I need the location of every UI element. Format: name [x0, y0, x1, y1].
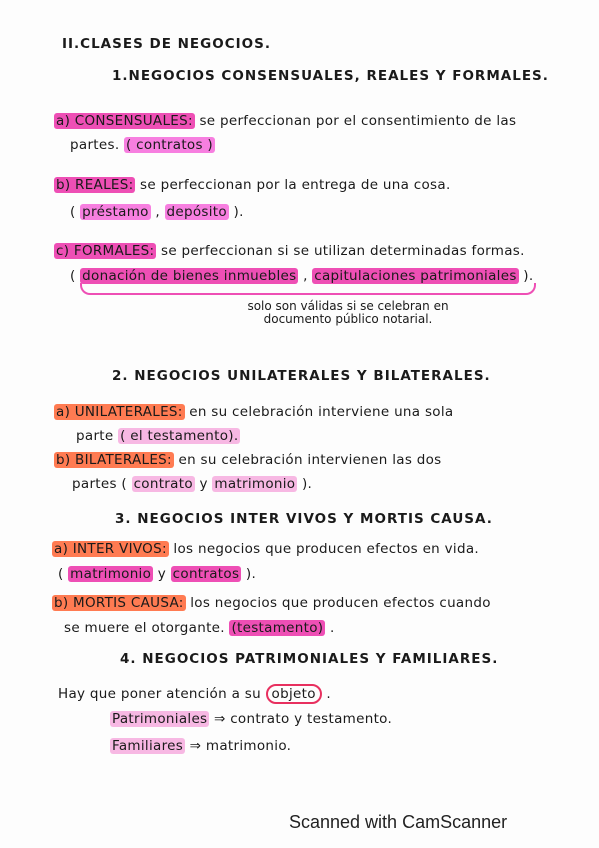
capitulaciones-example: capitulaciones patrimoniales — [314, 268, 517, 284]
deposito-example: depósito — [166, 204, 227, 220]
section-4-heading: 4. NEGOCIOS PATRIMONIALES Y FAMILIARES. — [120, 651, 499, 667]
prestamo-example: préstamo — [82, 204, 149, 220]
reales-line — [54, 177, 451, 193]
objeto-intro: Hay que poner atención a su — [58, 686, 261, 702]
reales-examples — [70, 204, 244, 220]
inter-vivos-line — [52, 541, 479, 557]
familiares-line — [110, 738, 291, 754]
paren-close: ). — [233, 204, 244, 220]
inter-vivos-text: los negocios que producen efectos en vida. — [173, 541, 480, 557]
separator: , — [155, 204, 160, 220]
testamento-example: (testamento) — [231, 620, 324, 636]
bilaterales-text: en su celebración intervienen las dos — [178, 452, 442, 468]
mortis-causa-line — [52, 595, 491, 611]
bilaterales-text-2: partes ( — [72, 476, 127, 492]
consensuales-text: se perfeccionan por el consentimiento de las — [199, 113, 517, 129]
separator: , — [303, 268, 308, 284]
unilaterales-text-2: parte — [76, 428, 114, 444]
paren-close: ). — [301, 476, 313, 492]
mortis-causa-text: los negocios que producen efectos cuando — [190, 595, 491, 611]
period: . — [326, 686, 331, 702]
formales-line — [54, 243, 525, 259]
reales-label: b) REALES: — [56, 177, 134, 193]
donacion-example: donación de bienes inmuebles — [82, 268, 297, 284]
separator: y — [199, 476, 208, 492]
patrimoniales-text: contrato y testamento. — [230, 711, 393, 727]
familiares-text: matrimonio. — [205, 738, 292, 754]
formales-text: se perfeccionan si se utilizan determinadas formas. — [161, 243, 525, 259]
period: . — [329, 620, 335, 636]
unilaterales-text: en su celebración interviene una sola — [189, 404, 454, 420]
consensuales-label: a) CONSENSUALES: — [56, 113, 193, 129]
testamento-example: ( el testamento). — [120, 428, 239, 444]
patrimoniales-label: Patrimoniales — [112, 711, 208, 727]
paren-open: ( — [70, 204, 76, 220]
separator: y — [157, 566, 167, 582]
familiares-label: Familiares — [112, 738, 184, 754]
matrimonio-example: matrimonio — [214, 476, 296, 492]
paren-open: ( — [70, 268, 76, 284]
paren-close: ). — [245, 566, 257, 582]
arrow-icon: ⇒ — [213, 711, 226, 727]
consensuales-text-2: partes. — [70, 137, 120, 153]
section-1-heading: 1.NEGOCIOS CONSENSUALES, REALES Y FORMALES. — [112, 68, 549, 84]
consensuales-line-2 — [70, 137, 215, 153]
unilaterales-line-2 — [76, 428, 240, 444]
patrimoniales-line — [110, 711, 392, 727]
section-2-heading: 2. NEGOCIOS UNILATERALES Y BILATERALES. — [112, 368, 491, 384]
underline-brace — [80, 283, 536, 295]
paren-open: ( — [58, 566, 64, 582]
matrimonio-example: matrimonio — [70, 566, 152, 582]
formales-label: c) FORMALES: — [56, 243, 155, 259]
bilaterales-examples — [72, 476, 312, 492]
section-3-heading: 3. NEGOCIOS INTER VIVOS Y MORTIS CAUSA. — [115, 511, 493, 527]
bilaterales-line — [54, 452, 442, 468]
consensuales-example: ( contratos ) — [126, 137, 213, 153]
unilaterales-line — [54, 404, 453, 420]
objeto-line — [58, 686, 331, 702]
formales-examples — [70, 268, 533, 284]
mortis-causa-line-2 — [64, 620, 335, 636]
mortis-causa-label: b) MORTIS CAUSA: — [54, 595, 184, 611]
arrow-icon: ⇒ — [189, 738, 202, 754]
mortis-causa-text-2: se muere el otorgante. — [64, 620, 225, 636]
contratos-example: contratos — [172, 566, 240, 582]
contrato-example: contrato — [133, 476, 193, 492]
consensuales-line — [54, 113, 516, 129]
bilaterales-label: b) BILATERALES: — [56, 452, 172, 468]
unilaterales-label: a) UNILATERALES: — [56, 404, 183, 420]
inter-vivos-label: a) INTER VIVOS: — [54, 541, 167, 557]
camscanner-watermark: Scanned with CamScanner — [289, 812, 508, 832]
objeto-circled-word: objeto — [266, 684, 322, 704]
paren-close: ). — [523, 268, 534, 284]
document-title: II.CLASES DE NEGOCIOS. — [62, 36, 271, 52]
inter-vivos-examples — [58, 566, 256, 582]
formales-note: solo son válidas si se celebran en documento público notarial. — [247, 299, 449, 326]
reales-text: se perfeccionan por la entrega de una cosa. — [140, 177, 451, 193]
